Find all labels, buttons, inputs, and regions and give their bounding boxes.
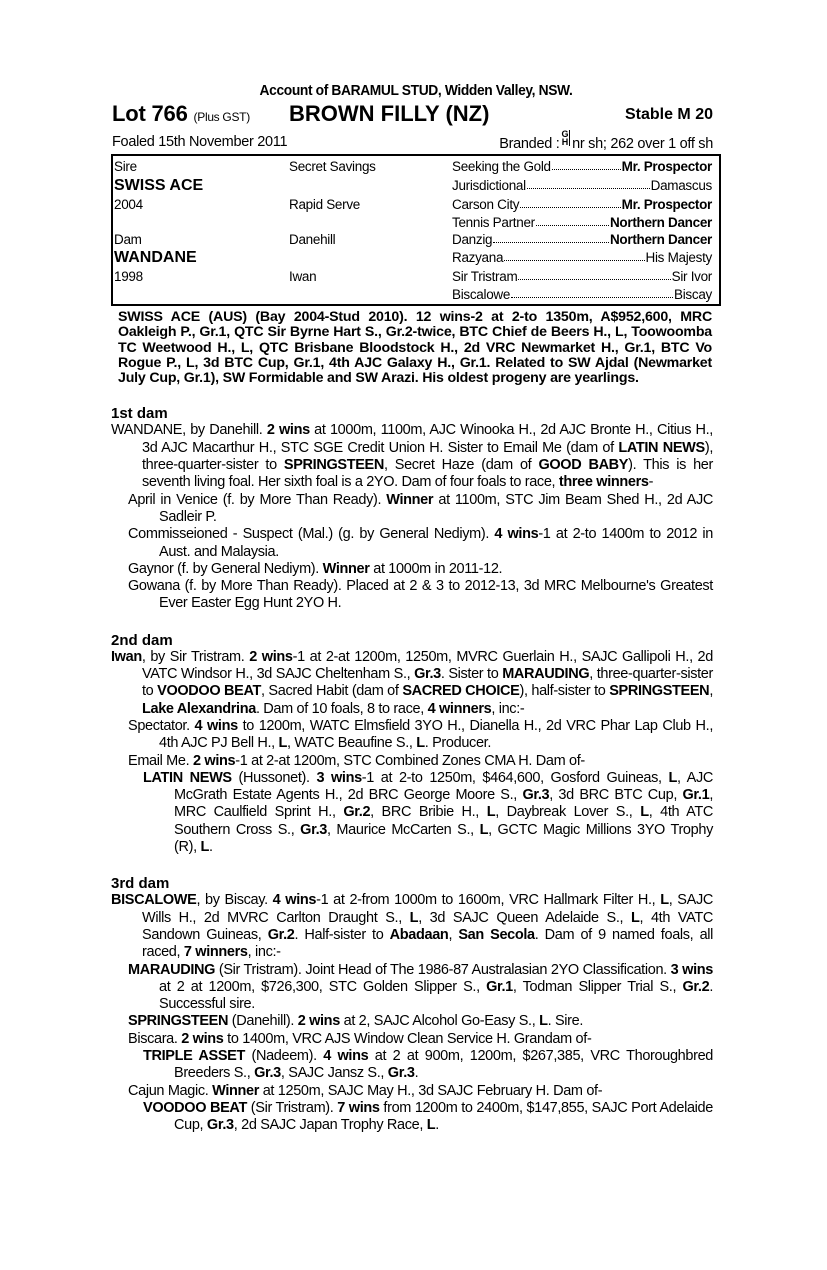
bold-text: LATIN NEWS bbox=[618, 439, 705, 456]
bold-text: 7 winners bbox=[183, 944, 248, 961]
gen3-sire: Mr. Prospector bbox=[621, 159, 712, 174]
text-run: , bbox=[709, 683, 713, 700]
text-run: , SAJC Jansz S., bbox=[280, 1065, 388, 1082]
text-run: - bbox=[648, 474, 654, 491]
bold-text: L bbox=[668, 769, 678, 786]
dam-section bbox=[111, 406, 713, 612]
bold-text: L bbox=[200, 839, 209, 856]
bold-text: 2 wins bbox=[266, 422, 310, 439]
catalogue-page bbox=[111, 82, 713, 1134]
pedigree-paragraph bbox=[111, 422, 713, 491]
text-run: , by Biscay. bbox=[196, 892, 273, 909]
bold-text: Winner bbox=[386, 491, 434, 508]
bold-text: Gr.3 bbox=[522, 787, 550, 804]
bold-text: Gr.3 bbox=[414, 666, 441, 683]
text-run: -1 at 2-at 1200m, STC Combined Zones CMA H. Dam of- bbox=[235, 752, 585, 769]
pedigree-gen2: Secret Savings bbox=[289, 159, 376, 174]
text-run: April in Venice (f. by More Than Ready). bbox=[128, 491, 387, 508]
gen3-sire: Sir Ivor bbox=[671, 269, 712, 284]
bold-text: Lake Alexandrina bbox=[142, 700, 256, 717]
gen3-horse: Tennis Partner bbox=[452, 215, 535, 230]
text-run: . bbox=[208, 839, 213, 856]
dam-sections bbox=[111, 406, 713, 1134]
dam-section bbox=[111, 633, 713, 857]
text-run: . Sister to bbox=[440, 666, 503, 683]
text-run: . bbox=[435, 1117, 439, 1134]
pedigree-paragraph bbox=[111, 578, 713, 613]
bold-text: Gr.2 bbox=[343, 804, 371, 821]
gen3-sire: Northern Dancer bbox=[609, 215, 712, 230]
brand-mark bbox=[561, 130, 570, 146]
branding bbox=[499, 129, 713, 152]
bold-text: Gr.3 bbox=[206, 1117, 234, 1134]
pedigree-paragraph bbox=[111, 526, 713, 561]
bold-text: TRIPLE ASSET bbox=[143, 1047, 245, 1064]
text-run: , bbox=[448, 926, 459, 943]
sire-year: 2004 bbox=[114, 197, 143, 212]
text-run: . Half-sister to bbox=[294, 926, 390, 943]
text-run: WANDANE, by Danehill. bbox=[111, 422, 267, 439]
bold-text: Gr.1 bbox=[486, 978, 513, 995]
bold-text: Gr.1 bbox=[682, 787, 710, 804]
text-run: . Sire. bbox=[547, 1013, 584, 1030]
bold-text: SPRINGSTEEN bbox=[283, 457, 384, 474]
text-run: ), half-sister to bbox=[519, 683, 610, 700]
dot-leader bbox=[527, 178, 650, 189]
pedigree-paragraph bbox=[111, 1031, 713, 1048]
stable-location: Stable M 20 bbox=[624, 106, 713, 123]
text-run: , SAJC Wills H., 2d MVRC Carlton Draught S., bbox=[142, 892, 713, 926]
pedigree-gen3-row bbox=[452, 250, 712, 265]
text-run: Spectator. bbox=[128, 717, 195, 734]
bold-text: Abadaan bbox=[389, 926, 449, 943]
pedigree-gen2: Danehill bbox=[289, 232, 336, 247]
text-run: (Sir Tristram). Joint Head of The 1986-87 Australasian 2YO Classification. bbox=[215, 961, 671, 978]
pedigree-paragraph bbox=[111, 1048, 713, 1083]
bold-text: VOODOO BEAT bbox=[143, 1099, 247, 1116]
text-run: Gaynor (f. by General Nediym). bbox=[128, 560, 323, 577]
gen3-sire: Northern Dancer bbox=[609, 232, 712, 247]
dot-leader bbox=[552, 159, 621, 170]
bold-text: Winner bbox=[212, 1082, 260, 1099]
bold-text: VOODOO BEAT bbox=[157, 683, 262, 700]
bold-text: Gr.2 bbox=[682, 978, 710, 995]
gen3-horse: Sir Tristram bbox=[452, 269, 518, 284]
text-run: (Hussonet). bbox=[231, 769, 317, 786]
foaling-line bbox=[111, 131, 713, 153]
bold-text: Gr.3 bbox=[254, 1065, 281, 1082]
dam-name: WANDANE bbox=[114, 249, 197, 266]
text-run: at 2 at 1200m, $726,300, STC Golden Slipper S., bbox=[159, 978, 487, 995]
bold-text: MARAUDING bbox=[128, 961, 216, 978]
text-run: Cajun Magic. bbox=[128, 1082, 213, 1099]
bold-text: 4 winners bbox=[427, 700, 492, 717]
pedigree-gen2: Iwan bbox=[289, 269, 317, 284]
text-run: from 1200m to 2400m, $147,855, SAJC Port Adelaide Cup, bbox=[174, 1099, 713, 1134]
bold-text: Iwan bbox=[111, 648, 142, 665]
text-run: . bbox=[414, 1065, 419, 1082]
plus-gst-note: (Plus GST) bbox=[193, 110, 250, 124]
text-run: . Dam of 9 named foals, all raced, bbox=[142, 926, 714, 961]
bold-text: L bbox=[278, 735, 288, 752]
gen3-horse: Carson City bbox=[452, 197, 520, 212]
pedigree-paragraph bbox=[111, 718, 713, 753]
dam-section bbox=[111, 876, 713, 1134]
lot-title: BROWN FILLY (NZ) bbox=[289, 101, 490, 126]
branded-label: Branded : bbox=[499, 136, 560, 152]
bold-text: L bbox=[479, 821, 489, 838]
gen3-horse: Biscalowe bbox=[452, 287, 511, 302]
section-heading: 1st dam bbox=[111, 405, 168, 423]
text-run: Biscara. bbox=[128, 1030, 182, 1047]
pedigree-gen3-row bbox=[452, 287, 712, 302]
pedigree-paragraph bbox=[111, 649, 713, 718]
bold-text: 4 wins bbox=[272, 892, 317, 909]
dot-leader bbox=[518, 269, 670, 280]
text-run: , MRC Caulfield Sprint H., bbox=[174, 787, 714, 821]
text-run: , by Sir Tristram. bbox=[141, 648, 250, 665]
dot-leader bbox=[536, 215, 609, 226]
dam-year: 1998 bbox=[114, 269, 143, 284]
gen3-horse: Jurisdictional bbox=[452, 178, 526, 193]
text-run: ). This is her seventh living foal. Her sixth foal is a 2YO. Dam of four foals to race, bbox=[142, 457, 714, 491]
text-run: ), three-quarter-sister to bbox=[142, 439, 714, 474]
text-run: to 1400m, VRC AJS Window Clean Service H. Grandam of- bbox=[223, 1030, 592, 1047]
pedigree-gen3-row bbox=[452, 269, 712, 284]
text-run: , 2d SAJC Japan Trophy Race, bbox=[233, 1117, 427, 1134]
bold-text: Gr.3 bbox=[387, 1065, 415, 1082]
bold-text: L bbox=[630, 909, 640, 926]
bold-text: LATIN NEWS bbox=[143, 769, 232, 786]
lot-number bbox=[112, 101, 250, 127]
bold-text: 2 wins bbox=[297, 1013, 340, 1030]
gen3-sire: Damascus bbox=[650, 178, 712, 193]
bold-text: L bbox=[660, 892, 669, 909]
text-run: , WATC Beaufine S., bbox=[287, 735, 417, 752]
bold-text: GOOD BABY bbox=[538, 457, 629, 474]
bold-text: 2 wins bbox=[249, 648, 293, 665]
text-run: , Maurice McCarten S., bbox=[326, 821, 480, 838]
dot-leader bbox=[520, 197, 620, 208]
text-run: , Daybreak Lover S., bbox=[495, 804, 641, 821]
text-run: , GCTC Magic Millions 3YO Trophy (R), bbox=[174, 821, 713, 856]
text-run: (Nadeem). bbox=[245, 1047, 324, 1064]
pedigree-gen3-row bbox=[452, 232, 712, 247]
text-run: , three-quarter-sister to bbox=[142, 666, 713, 700]
pedigree-paragraph bbox=[111, 753, 713, 770]
text-run: , Secret Haze (dam of bbox=[383, 457, 539, 474]
lot-number-text: Lot 766 bbox=[112, 101, 188, 126]
text-run: , 4th VATC Sandown Guineas, bbox=[142, 909, 713, 943]
bold-text: 3 wins bbox=[316, 769, 362, 786]
sire-summary: SWISS ACE (AUS) (Bay 2004-Stud 2010). 12 wins-2 at 2-to 1350m, A$952,600, MRC Oakleigh P., Gr.1, QTC Sir Byrne Hart S., Gr.2-twice, BTC Chief de Beers H., L, Toowoomba TC Weetwood H., L, QTC Brisbane Bloodstock H., 2d VRC Newmarket H., Gr.1, BTC Vo Rogue P., L, 3d BTC Cup, Gr.1, 4th AJC Galaxy H., Gr.1. Related to SW Ajdal (Newmarket July Cup, Gr.1), SW Formidable and SW Arazi. His oldest progeny are yearlings. bbox=[118, 309, 712, 387]
bold-text: L bbox=[539, 1013, 548, 1030]
text-run: , 3d BRC BTC Cup, bbox=[549, 787, 683, 804]
pedigree-paragraph bbox=[111, 962, 713, 1014]
brand-top: G bbox=[561, 129, 569, 139]
text-run: . Dam of 10 foals, 8 to race, bbox=[255, 700, 428, 717]
bold-text: Gr.3 bbox=[300, 821, 327, 838]
text-run: -1 at 2-to 1250m, $464,600, Gosford Guineas, bbox=[361, 769, 669, 786]
text-run: Commisseioned - Suspect (Mal.) (g. by General Nediym). bbox=[128, 526, 495, 543]
text-run: Gowana (f. by More Than Ready). Placed at 2 & 3 to 2012-13, 3d MRC Melbourne's Greatest Ever Easter Egg Hunt 2YO H. bbox=[128, 578, 713, 612]
pedigree-paragraph bbox=[111, 1083, 713, 1100]
text-run: , Sacred Habit (dam of bbox=[261, 683, 403, 700]
bold-text: 3 wins bbox=[670, 961, 713, 978]
text-run: at 1100m, STC Jim Beam Shed H., 2d AJC Sadleir P. bbox=[159, 491, 713, 525]
pedigree-paragraph bbox=[111, 561, 713, 578]
pedigree-gen3-row bbox=[452, 159, 712, 174]
pedigree-gen3-row bbox=[452, 178, 712, 193]
branded-details: nr sh; 262 over 1 off sh bbox=[572, 136, 713, 152]
pedigree-paragraph bbox=[111, 770, 713, 856]
bold-text: SACRED CHOICE bbox=[402, 683, 520, 700]
text-run: , AJC McGrath Estate Agents H., 2d BRC George Moore S., bbox=[174, 769, 714, 804]
text-run: (Danehill). bbox=[228, 1013, 298, 1030]
gen3-horse: Seeking the Gold bbox=[452, 159, 551, 174]
pedigree-paragraph bbox=[111, 1100, 713, 1135]
pedigree-gen3-row bbox=[452, 197, 712, 212]
bold-text: 2 wins bbox=[193, 752, 236, 769]
lot-header bbox=[111, 101, 713, 127]
text-run: -1 at 2-at 1200m, 1250m, MVRC Guerlain H., SAJC Gallipoli H., 2d VATC Windsor H., 3d SAJC Cheltenham S., bbox=[142, 648, 713, 683]
text-run: at 1250m, SAJC May H., 3d SAJC February H. Dam of- bbox=[259, 1082, 603, 1099]
bold-text: Winner bbox=[322, 560, 370, 577]
bold-text: three winners bbox=[558, 474, 649, 491]
bold-text: L bbox=[486, 804, 496, 821]
pedigree-gen2: Rapid Serve bbox=[289, 197, 360, 212]
dot-leader bbox=[504, 250, 644, 261]
text-run: , Todman Slipper Trial S., bbox=[512, 978, 683, 995]
text-run: at 2, SAJC Alcohol Go-Easy S., bbox=[339, 1013, 540, 1030]
text-run: -1 at 2-to 1400m to 2012 in Aust. and Malaysia. bbox=[159, 526, 713, 560]
bold-text: 2 wins bbox=[181, 1030, 224, 1047]
pedigree-paragraph bbox=[111, 892, 713, 961]
text-run: , inc:- bbox=[491, 700, 525, 717]
gen3-horse: Razyana bbox=[452, 250, 504, 265]
text-run: at 2 at 900m, 1200m, $267,385, VRC Thoroughbred Breeders S., bbox=[174, 1047, 713, 1082]
vendor-account: Account of BARAMUL STUD, Widden Valley, NSW. bbox=[259, 82, 573, 99]
section-heading: 3rd dam bbox=[111, 875, 170, 893]
text-run: . Successful sire. bbox=[159, 978, 713, 1013]
bold-text: L bbox=[426, 1117, 436, 1134]
text-run: , 4th ATC Southern Cross S., bbox=[174, 804, 713, 838]
bold-text: 4 wins bbox=[494, 526, 539, 543]
section-heading: 2nd dam bbox=[111, 631, 173, 649]
bold-text: L bbox=[416, 735, 425, 752]
bold-text: Gr.2 bbox=[267, 926, 295, 943]
gen3-sire: Biscay bbox=[674, 287, 712, 302]
text-run: . Producer. bbox=[424, 735, 492, 752]
bold-text: SPRINGSTEEN bbox=[609, 683, 710, 700]
bold-text: 4 wins bbox=[194, 717, 238, 734]
text-run: at 1000m, 1100m, AJC Winooka H., 2d AJC Bronte H., Citius H., 3d AJC Macarthur H., STC SGE Credit Union H. Sister to Email Me (dam of bbox=[142, 422, 713, 456]
dot-leader bbox=[493, 232, 609, 243]
text-run: , inc:- bbox=[247, 944, 281, 961]
text-run: (Sir Tristram). bbox=[246, 1099, 338, 1116]
bold-text: SPRINGSTEEN bbox=[128, 1013, 229, 1030]
bold-text: L bbox=[409, 909, 419, 926]
bold-text: BISCALOWE bbox=[111, 892, 197, 909]
dam-label: Dam bbox=[114, 232, 142, 247]
sire-name: SWISS ACE bbox=[114, 177, 204, 194]
text-run: Email Me. bbox=[128, 752, 193, 769]
pedigree-paragraph bbox=[111, 1013, 713, 1030]
text-run: , 3d SAJC Queen Adelaide S., bbox=[418, 909, 631, 926]
gen3-sire: His Majesty bbox=[645, 250, 712, 265]
pedigree-gen3-row bbox=[452, 215, 712, 230]
bold-text: L bbox=[640, 804, 649, 821]
text-run: , BRC Bribie H., bbox=[370, 804, 487, 821]
foaled-date: Foaled 15th November 2011 bbox=[112, 134, 288, 150]
sire-label: Sire bbox=[114, 159, 137, 174]
dot-leader bbox=[511, 287, 673, 298]
text-run: -1 at 2-from 1000m to 1600m, VRC Hallmark Filter H., bbox=[316, 892, 661, 909]
gen3-sire: Mr. Prospector bbox=[621, 197, 712, 212]
bold-text: 4 wins bbox=[323, 1047, 369, 1064]
text-run: at 1000m in 2011-12. bbox=[369, 560, 503, 577]
gen3-horse: Danzig bbox=[452, 232, 493, 247]
bold-text: 7 wins bbox=[337, 1099, 380, 1116]
bold-text: MARAUDING bbox=[502, 666, 590, 683]
bold-text: San Secola bbox=[458, 926, 535, 943]
brand-bottom: H bbox=[561, 137, 568, 147]
pedigree-table bbox=[111, 154, 721, 306]
text-run: to 1200m, WATC Elmsfield 3YO H., Dianella H., 2d VRC Phar Lap Club H., 4th AJC PJ Bell H., bbox=[159, 717, 713, 752]
pedigree-paragraph bbox=[111, 492, 713, 527]
